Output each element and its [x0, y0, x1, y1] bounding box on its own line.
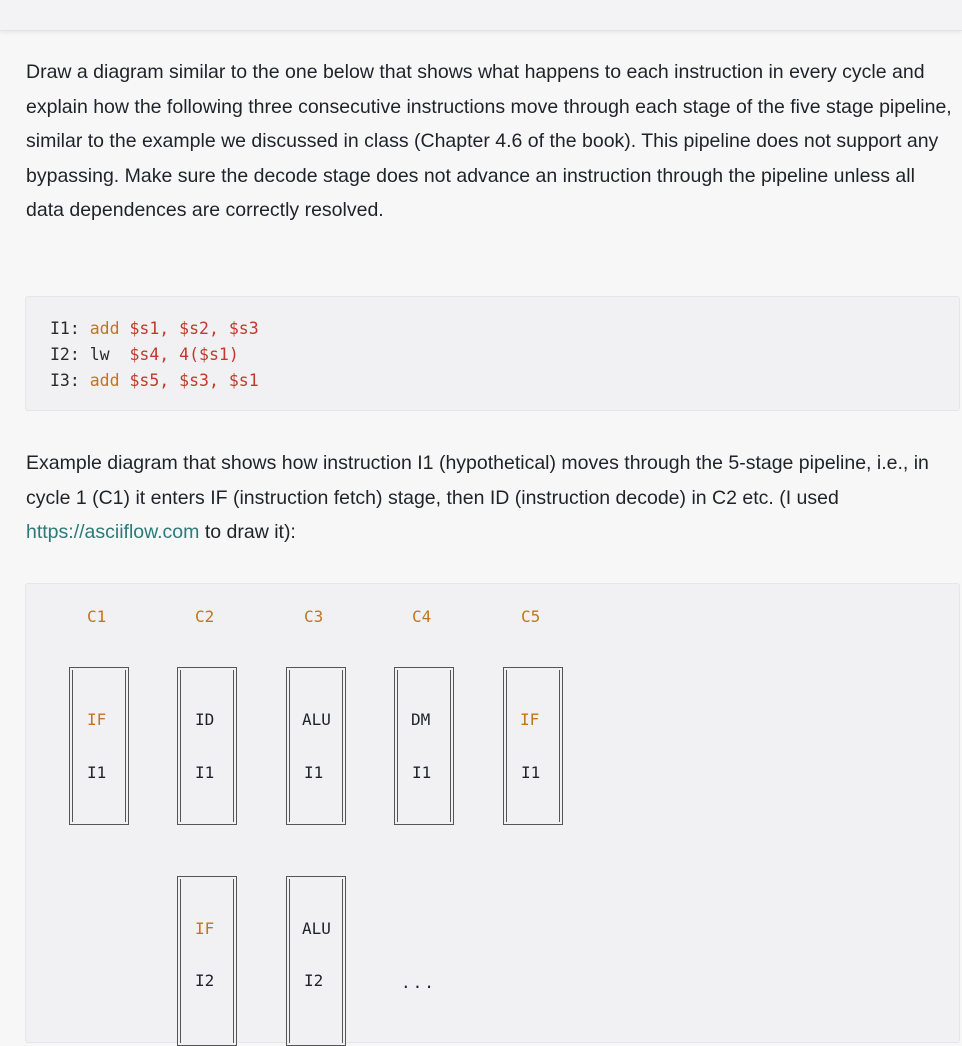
code-op: add: [89, 319, 120, 338]
code-args: $s1, $s2, $s3: [129, 319, 259, 338]
cycle-label-c1: C1: [87, 607, 107, 626]
stage-box-c5: [503, 667, 563, 825]
instr-label: I1: [304, 763, 324, 782]
code-line-3: [50, 368, 935, 394]
stage-box-c3: [286, 667, 346, 825]
intro-paragraph: Draw a diagram similar to the one below that shows what happens to each instruction in every cycle and explain how the following three consecutive instructions move through each stage of the five stage pipeline, similar to the example we discussed in class (Chapter 4.6 of the book). This pipeline does not support any bypassing. Make sure the decode stage does not advance an instruction through the pipeline unless all data dependences are correctly resolved.: [26, 61, 952, 221]
ellipsis: ...: [401, 973, 436, 992]
instr-label: I1: [195, 763, 215, 782]
code-line-2: [50, 342, 935, 368]
cycle-label-c3: C3: [304, 607, 324, 626]
code-op: lw: [89, 345, 110, 364]
stage-label-alu: ALU: [302, 919, 331, 938]
cycle-label-c5: C5: [521, 607, 541, 626]
instr-label: I1: [87, 763, 107, 782]
code-label: I3:: [50, 371, 80, 390]
code-args: $s4, 4($s1): [129, 345, 239, 364]
stage-box-c1: [69, 667, 129, 825]
pipeline-diagram: [25, 583, 960, 1043]
instr-label: I1: [412, 763, 432, 782]
code-block: [25, 296, 960, 411]
instr-label: I1: [521, 763, 541, 782]
code-label: I2:: [50, 345, 80, 364]
top-bar: [0, 0, 962, 31]
cycle-label-c2: C2: [195, 607, 215, 626]
stage-box-c4: [394, 667, 454, 825]
example-paragraph: [26, 446, 956, 550]
code-op: add: [89, 371, 120, 390]
code-label: I1:: [50, 319, 80, 338]
asciiflow-link[interactable]: https://asciiflow.com: [26, 521, 200, 543]
stage-label-dm: DM: [411, 710, 431, 729]
instr-label: I2: [304, 971, 324, 990]
stage-label-if: IF: [520, 710, 540, 729]
stage-box-i2-c2: [177, 876, 237, 1046]
stage-label-if: IF: [195, 919, 215, 938]
example-text: Example diagram that shows how instruction I1 (hypothetical) moves through the 5-stage pipeline, i.e., in cycle 1 (C1) it enters IF (instruction fetch) stage, then ID (instruction decode) in C2 etc. (I used: [26, 452, 929, 509]
stage-label-alu: ALU: [302, 710, 331, 729]
stage-label-id: ID: [195, 710, 215, 729]
stage-box-i2-c3: [286, 876, 346, 1046]
code-line-1: [50, 316, 935, 342]
example-text-end: to draw it):: [199, 521, 296, 543]
cycle-label-c4: C4: [412, 607, 432, 626]
stage-label-if: IF: [87, 710, 107, 729]
code-args: $s5, $s3, $s1: [129, 371, 259, 390]
instr-label: I2: [195, 971, 215, 990]
stage-box-c2: [177, 667, 237, 825]
